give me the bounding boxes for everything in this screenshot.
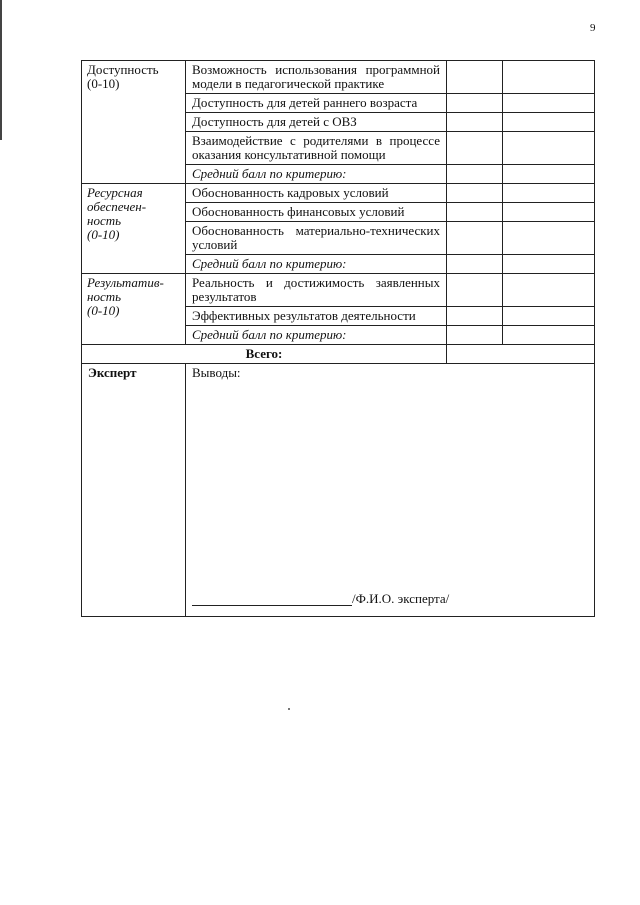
scan-speck <box>288 708 290 710</box>
scan-edge-mark <box>0 0 2 140</box>
criterion-label-line: ность <box>87 289 122 304</box>
score-cell[interactable] <box>447 165 503 184</box>
criterion-label-line: Доступность <box>87 62 159 77</box>
score-cell[interactable] <box>503 222 595 255</box>
score-cell[interactable] <box>447 326 503 345</box>
indicator-text: Обоснованность материально-технических условий <box>186 222 447 255</box>
criterion-cell <box>82 184 186 274</box>
criterion-label-line: обеспечен- <box>87 199 147 214</box>
indicator-row <box>82 61 595 94</box>
average-label: Средний балл по критерию: <box>186 165 447 184</box>
score-cell[interactable] <box>503 113 595 132</box>
average-label: Средний балл по критерию: <box>186 326 447 345</box>
criterion-label-line: Ресурсная <box>87 185 143 200</box>
score-cell[interactable] <box>447 94 503 113</box>
total-row <box>82 345 595 364</box>
score-cell[interactable] <box>447 222 503 255</box>
score-cell[interactable] <box>503 61 595 94</box>
score-cell[interactable] <box>447 113 503 132</box>
signature-blank[interactable] <box>192 605 352 606</box>
indicator-text: Обоснованность финансовых условий <box>186 203 447 222</box>
indicator-text: Эффективных результатов деятельности <box>186 307 447 326</box>
score-cell[interactable] <box>447 184 503 203</box>
score-cell[interactable] <box>503 132 595 165</box>
criterion-label-line: ность <box>87 213 122 228</box>
indicator-text: Доступность для детей раннего возраста <box>186 94 447 113</box>
criterion-cell <box>82 61 186 184</box>
indicator-text: Возможность использования программной модели в педагогической практике <box>186 61 447 94</box>
indicator-text: Взаимодействие с родителями в процессе оказания консультативной помощи <box>186 132 447 165</box>
criterion-label-line: (0-10) <box>87 76 120 91</box>
expert-row <box>82 364 595 617</box>
total-label: Всего: <box>82 345 447 364</box>
score-cell[interactable] <box>447 307 503 326</box>
score-cell[interactable] <box>503 184 595 203</box>
evaluation-table <box>81 60 595 617</box>
conclusions-area[interactable] <box>186 364 595 617</box>
score-cell[interactable] <box>503 203 595 222</box>
expert-label: Эксперт <box>82 364 186 617</box>
score-cell[interactable] <box>503 274 595 307</box>
score-cell[interactable] <box>503 255 595 274</box>
criterion-label-line: Результатив- <box>87 275 164 290</box>
score-cell[interactable] <box>447 274 503 307</box>
score-cell[interactable] <box>503 326 595 345</box>
indicator-text: Доступность для детей с ОВЗ <box>186 113 447 132</box>
score-cell[interactable] <box>447 255 503 274</box>
evaluation-table-body <box>82 61 595 617</box>
page-number: 9 <box>590 22 596 34</box>
score-cell[interactable] <box>503 94 595 113</box>
indicator-text: Обоснованность кадровых условий <box>186 184 447 203</box>
criterion-label-line: (0-10) <box>87 303 120 318</box>
score-cell[interactable] <box>447 61 503 94</box>
indicator-row <box>82 184 595 203</box>
total-score-cell[interactable] <box>447 345 595 364</box>
criterion-cell <box>82 274 186 345</box>
score-cell[interactable] <box>503 165 595 184</box>
average-label: Средний балл по критерию: <box>186 255 447 274</box>
score-cell[interactable] <box>447 203 503 222</box>
indicator-text: Реальность и достижимость заявленных результатов <box>186 274 447 307</box>
signature-line <box>192 592 449 606</box>
conclusions-label: Выводы: <box>192 365 241 380</box>
signature-caption: /Ф.И.О. эксперта/ <box>352 591 450 606</box>
indicator-row <box>82 274 595 307</box>
score-cell[interactable] <box>503 307 595 326</box>
score-cell[interactable] <box>447 132 503 165</box>
criterion-label-line: (0-10) <box>87 227 120 242</box>
